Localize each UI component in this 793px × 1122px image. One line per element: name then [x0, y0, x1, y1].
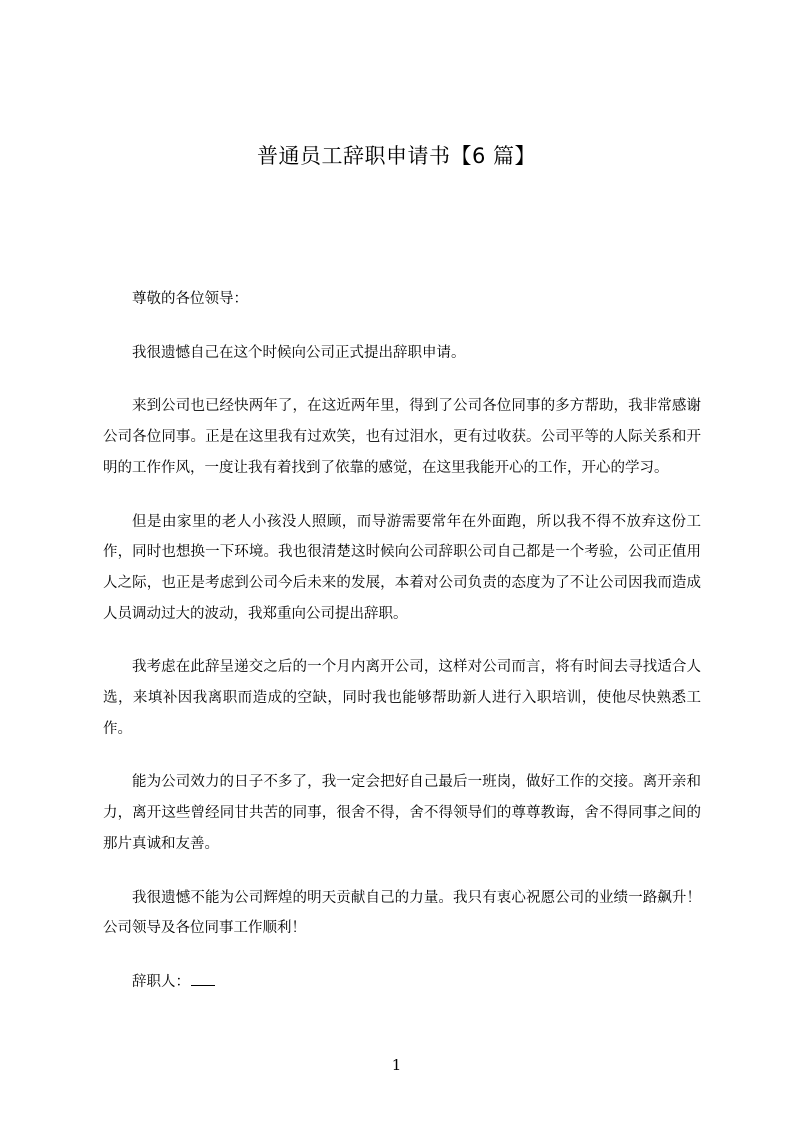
paragraph-2: 来到公司也已经快两年了，在这近两年里，得到了公司各位同事的多方帮助，我非常感谢公司各位同事。正是在这里我有过欢笑，也有过泪水，更有过收获。公司平等的人际关系和开明的工作作风，一度让我有着找到了依靠的感觉，在这里我能开心的工作，开心的学习。 [103, 398, 701, 476]
signature-blank-line [191, 971, 215, 986]
paragraph-4: 我考虑在此辞呈递交之后的一个月内离开公司，这样对公司而言，将有时间去寻找适合人选，来填补因我离职而造成的空缺，同时我也能够帮助新人进行入职培训，使他尽快熟悉工作。 [103, 659, 701, 737]
greeting: 尊敬的各位领导： [132, 291, 248, 307]
paragraph-1: 我很遗憾自己在这个时候向公司正式提出辞职申请。 [132, 344, 466, 361]
signoff [103, 967, 701, 998]
paragraph-6: 我很遗憾不能为公司辉煌的明天贡献自己的力量。我只有衷心祝愿公司的业绩一路飙升！公司领导及各位同事工作顺利！ [103, 889, 701, 937]
paragraph-3: 但是由家里的老人小孩没人照顾，而导游需要常年在外面跑，所以我不得不放弃这份工作，同时也想换一下环境。我也很清楚这时候向公司辞职公司自己都是一个考验，公司正值用人之际，也正是考虑到公司今后未来的发展，本着对公司负责的态度为了不让公司因我而造成人员调动过大的波动，我郑重向公司提出辞职。 [103, 513, 701, 622]
signoff-label: 辞职人： [132, 973, 190, 990]
page-title: 普通员工辞职申请书【6 篇】 [256, 144, 537, 168]
paragraph-5: 能为公司效力的日子不多了，我一定会把好自己最后一班岗，做好工作的交接。离开亲和力，离开这些曾经同甘共苦的同事，很舍不得，舍不得领导们的尊尊教诲，舍不得同事之间的那片真诚和友善。 [103, 774, 701, 852]
page-number: 1 [391, 1056, 402, 1074]
letter-body [103, 284, 701, 1021]
